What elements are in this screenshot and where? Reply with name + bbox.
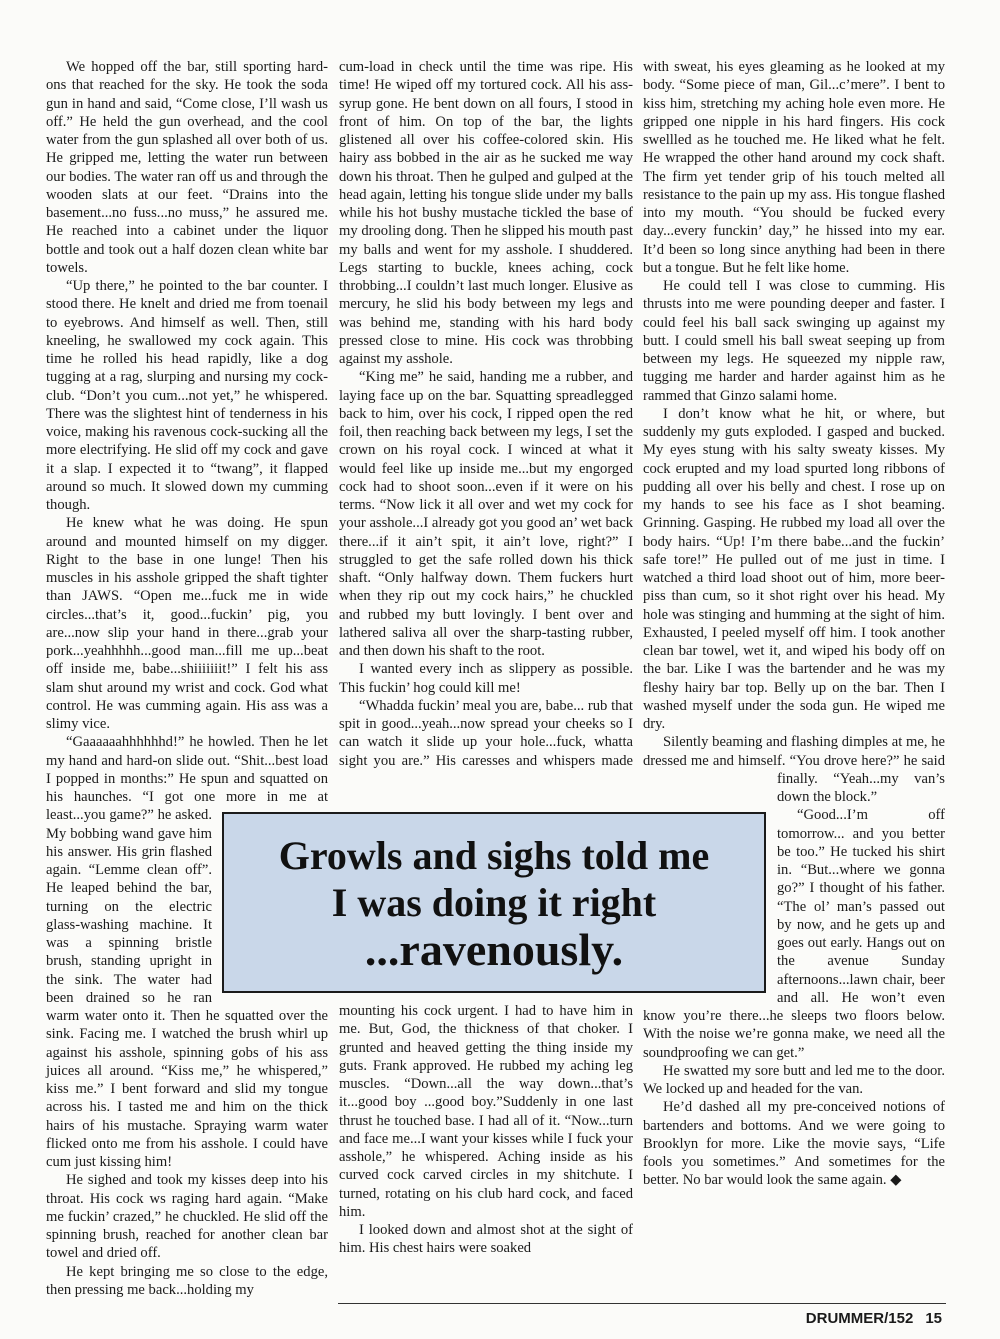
body-paragraph: whispered,” kiss me.” I bent forward and slid my tongue across his. I tasted me and him on the thick hairs of his mustache. Spraying warm water flicked onto me from his asshole. I could have cum just kissing him! — [46, 1062, 329, 1170]
body-paragraph: cum-load in check until the time was ripe. His time! He wiped off my tortured cock. All his ass-syrup gone. He bent down on all fours, I stood in front of him. On top of the bar, the lights glistened all over his coffee-colored skin. His hairy ass bobbed in the air as he sucked me way down his throat. Then he gulped and gulped at the head again, letting his tongue slide under my balls while his hot bushy mustache tickled the base of my drooling dong. Then he slipped his mouth past my balls and went for my asshole. I shuddered. Legs starting to buckle, knees aching, cock throbbing...I couldn’t last much longer. Elusive as mercury, he slid his body between my legs and was behind me, standing with his hard body pressed close to mine. His cock was throbbing against my asshole. — [339, 59, 633, 367]
body-paragraph: “Up there,” he pointed to the bar counter. I stood there. He knelt and dried me from toenail to eyebrows. And himself as well. Then, still kneeling, he swallowed my cock again. This time he rolled his head rapidly, like a dog tugging at a rag, slurping and nursing my cock-club. “Don’t you cum...not yet,” he whispered. There was the slightest hint of tenderness in his voice, making his ravenous cock-sucking all the more electrifying. He slid off my cock and gave it a slap. I expected it to “twang”, it flapped around so much. It slowed down my cumming though. — [46, 278, 328, 513]
column-2 — [339, 58, 633, 1258]
body-paragraph: “Gaaaaaahhhhhhd!” he howled. Then he let my hand and hard-on slide out. “Shit...best load I popped in months:” He spun and squatted on his haunches. “I got one more in me at least...you game?” he asked. My bobbing wand gave him his answer. His grin flashed again. “Lemme clean off”. He leaped behind the — [46, 734, 328, 897]
paragraph — [46, 58, 328, 277]
pull-quote-box — [222, 812, 766, 993]
pull-quote-line: ...ravenously. — [364, 924, 624, 975]
paragraph — [643, 58, 945, 277]
body-paragraph: He kept bringing me so close to the edge, then pressing me back...holding my — [46, 1263, 328, 1298]
body-paragraph: “Whadda fuckin’ meal you are, babe... rub that spit in good...yeah...now spread your cheeks so I can watch it slide up your hole...fuck, whatta sight you are.” His caresses and whispers made mounting his cock urgent. I had to have him in me. But, God, the — [339, 697, 633, 1038]
body-paragraph: I don’t know what he hit, or where, but suddenly my guts exploded. I gasped and bucked. My eyes stung with his salty sweaty kisses. My cock erupted and my load spurted long ribbons of pudding all over his belly and chest. I rose up on my hands to see his face as I shot beaming. Grinning. Gasping. He rubbed my load all over the body hairs. “Up! I’m there babe...and the fuckin’ safe tore!” He pulled out of me just in time. I watched a third load shoot out of him, more beer-piss than cum, so it shot right over his head. My hole was stinging and humming at the sight of him. Exhausted, I peeled myself off him. I took another clean bar towel, wet it, and wiped his body off on the bar. Like I was the bartender and he was my fleshy hairy bar top. Belly up on the bar. Then I washed myself under the soda gun. He wiped me dry. — [643, 405, 945, 732]
paragraph — [339, 58, 633, 368]
pull-quote-line: Growls and sighs told me — [278, 833, 710, 878]
pull-quote-line: I was doing it right — [331, 880, 657, 925]
page-number: 15 — [925, 1310, 942, 1327]
paragraph — [339, 368, 633, 660]
body-paragraph: He knew what he was doing. He spun around and mounted himself on my digger. Right to the base in one lunge! Then his muscles in his asshole gripped the shaft tighter than JAWS. “Open me...fuck me in wide circles...that’s it, good...fuckin’ pig, you are...now slip your hand in there...grab your pork...yeahhhhh...good man...fill me up...beat off inside me, babe...shiiiiiiit!” I felt his ass slam shut around my wrist and cock. God what control. He was cumming again. His ass was a slimy vice. — [46, 515, 328, 732]
body-paragraph: He swatted my sore butt and led me to the door. We locked up and headed for the van. — [643, 1062, 945, 1097]
body-paragraph: thickness of that choker. I grunted and heaved getting the thing inside my guts. Frank approved. He rubbed my aching leg muscles. “Down...all the way down...that’s it...good boy ...good boy.”Suddenly in one last thrust he touched base. I had all of it. “Now...turn and face me...I want your kisses while I fuck your asshole,” he whispered. Aching inside as his curved cock carved circles in my shitchute. I turned, rotating on his club hard cock, and faced him. — [339, 1021, 633, 1220]
body-paragraph: “King me” he said, handing me a rubber, and laying face up on the bar. Squatting spreadlegged back to him, over his cock, I ripped open the red foil, then reaching back between my legs, I set the crown on his royal cock. I winced at what it would feel like up inside me...but my engorged cock had to shoot soon...even if it were on his terms. “Now lick it all over and wet my cock for your asshole...I already got you good an’ wet back there...if it ain’t spit, it ain’t love, right?” I struggled to get the safe rolled down his thick shaft. “Only halfway down. Them fuckers hurt when they rip out my cock hairs,” he chuckled and rubbed my butt lovingly. I bent over and lathered saliva all over the sharp-tasting rubber, and then down his shaft to the root. — [339, 369, 633, 659]
body-paragraph: drove here?” he said finally. “Yeah...my van’s down the block.” — [777, 752, 945, 805]
paragraph — [46, 1263, 328, 1300]
body-paragraph: bar, turning on the electric glass-washing machine. It was a spinning bristle brush, standing upright in the sink. The water had been drained so he ran warm water onto it. Then he squatted over the sink. Facing me. I watched the brush whirl up against his asshole, spinning gobs of his ass juices all around. “Kiss me,” he — [46, 880, 328, 1079]
body-paragraph: “Good...I’m off tomorrow... and you better be too.” He tucked his shirt in. “But...where we gonna go?” I thought of his father. “The ol’ man’s passed out by now, and he gets up and goes out early. Hangs out on the avenue Sunday afternoons...lawn chair, beer and — [777, 807, 945, 1006]
body-paragraph: He sighed and took my kisses deep into his throat. His cock ws raging hard again. “Make me fuckin’ crazed,” he chuckled. He slid off the spinning brush, reached for another clean bar towel and dried off. — [46, 1172, 328, 1262]
column-1 — [46, 58, 328, 1299]
column-3 — [643, 58, 945, 1190]
body-paragraph: He could tell I was close to cumming. His thrusts into me were pounding deeper and faster. I could feel his ball sack swinging up against my butt. I could smell his ball sweat seeping up from between my legs. He squeezed my nipple raw, tugging me harder and harder against him as he rammed that Ginzo salami home. — [643, 278, 945, 404]
paragraph — [643, 277, 945, 405]
paragraph — [643, 1062, 945, 1099]
paragraph — [339, 660, 633, 697]
paragraph — [46, 1171, 328, 1262]
body-paragraph: all. He won’t even know you’re there...he sleeps two floors below. With the noise we’re gonna make, we need all the soundproofing we can get.” — [643, 989, 946, 1061]
body-paragraph: We hopped off the bar, still sporting hard-ons that reached for the sky. He took the soda gun in hand and said, “Come close, I’ll wash us off.” He held the gun overhead, and the cool water from the gun splashed all over both of us. He gripped me, letting the water run between our bodies. The water ran off us and through the wooden slats at our feet. “Drains into the basement...no fuss...no muss,” he assured me. He reached into a cabinet under the liquor bottle and took out a half dozen clean white bar towels. — [46, 59, 328, 276]
body-paragraph: I wanted every inch as slippery as possible. This fuckin’ hog could kill me! — [339, 661, 633, 696]
body-paragraph: I looked down and almost shot at the sight of him. His chest hairs were soaked — [339, 1222, 633, 1257]
footer-divider — [338, 1303, 946, 1304]
paragraph — [643, 405, 945, 734]
page-footer — [794, 1310, 942, 1327]
body-paragraph: with sweat, his eyes gleaming as he looked at my body. “Some piece of man, Gil...c’mere”. I bent to kiss him, stretching my aching hole even more. He gripped one nipple in his hard fingers. His cock swellled as he touched me. He liked what he felt. He wrapped the other hand around my cock shaft. The firm yet tender grip of his touch melted all resistance to the pain up my ass. His tongue flashed into my mouth. “You should be fucked every day...every funckin’ day,” he hissed into my ear. It’d been so long since anything had been in there but a tongue. But he felt like home. — [643, 59, 945, 276]
paragraph — [643, 1098, 945, 1189]
publication-issue: DRUMMER/152 — [805, 1310, 914, 1327]
paragraph — [46, 277, 328, 514]
body-paragraph: He’d dashed all my pre-conceived notions of bartenders and bottoms. And we were going to Brooklyn for more. Like the movie says, “Life fools you sometimes.” And sometimes for the better. No bar would look the same again. ◆ — [643, 1099, 945, 1189]
paragraph — [339, 1221, 633, 1258]
body-paragraph: Silently beaming and flashing dimples at me, he dressed me and himself. “You — [643, 734, 945, 769]
paragraph — [46, 514, 328, 733]
